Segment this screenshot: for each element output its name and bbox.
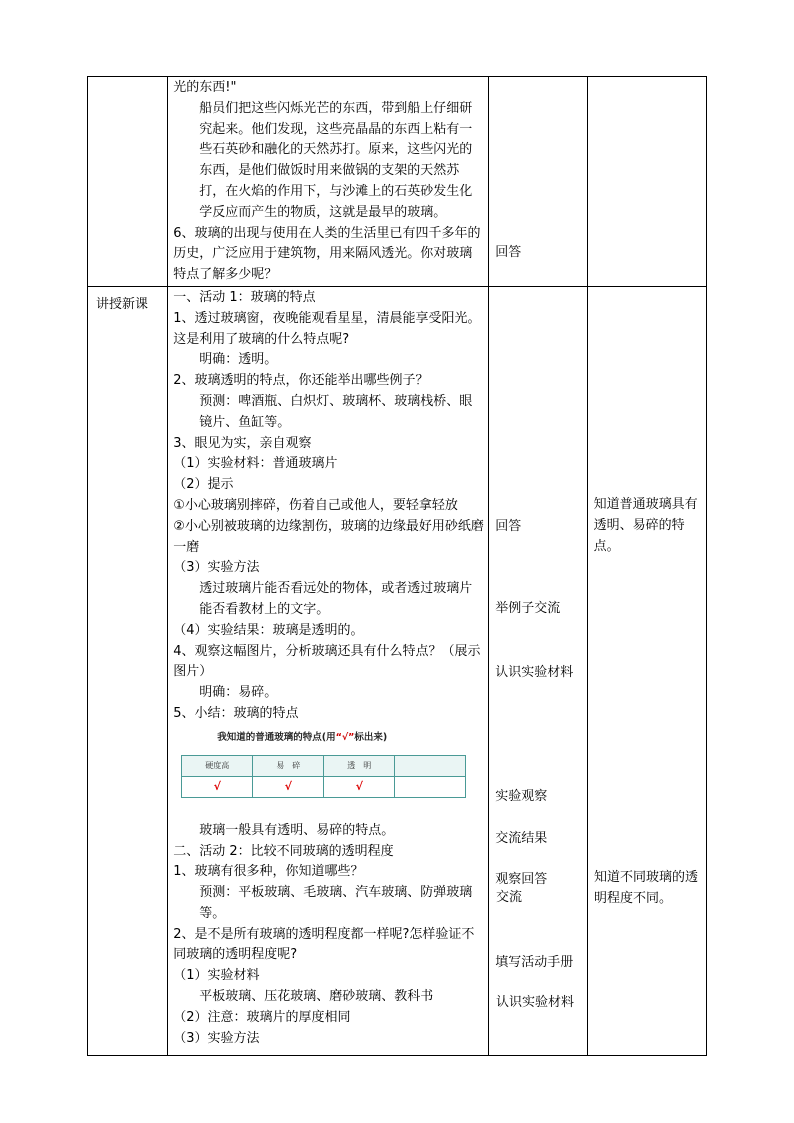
- check-mark: √: [182, 776, 253, 797]
- row1-col2: [168, 77, 489, 287]
- feature-header: 透 明: [324, 755, 395, 776]
- text-line: 1、透过玻璃窗，夜晚能观看星星，清晨能享受阳光。这是利用了玻璃的什么特点呢?: [173, 310, 481, 347]
- row1-col3: [489, 77, 587, 287]
- text-line: （4）实验结果：玻璃是透明的。: [173, 622, 364, 638]
- text-line: （3）实验方法: [173, 560, 260, 576]
- text-paragraph: 6、玻璃的出现与使用在人类的生活里已有四千多年的历史，广泛应用于建筑物，用来隔风透光。你对玻璃特点了解多少呢？: [173, 225, 481, 283]
- text-line: （1）实验材料：普通玻璃片: [173, 456, 338, 472]
- text-line: ①小心玻璃别摔碎，伤着自己或他人，要轻拿轻放: [173, 497, 458, 513]
- answer-text: 观察回答: [495, 871, 548, 887]
- answer-text: 回答: [495, 518, 522, 534]
- glass-features-figure: [173, 725, 484, 821]
- text-line: （3）实验方法: [173, 1030, 260, 1046]
- feature-header: [395, 755, 466, 776]
- text-line: 透过玻璃片能否看远处的物体，或者透过玻璃片能否看教材上的文字。: [199, 581, 473, 617]
- text-line: 2、玻璃透明的特点，你还能举出哪些例子？: [173, 373, 429, 389]
- row2-col1: [88, 286, 168, 1055]
- text-line: 预测：啤酒瓶、白炽灯、玻璃杯、玻璃栈桥、眼镜片、鱼缸等。: [199, 393, 473, 430]
- text-line: （2）注意：玻璃片的厚度相同: [173, 1009, 351, 1025]
- figure-title-check: “√”: [335, 731, 355, 743]
- text-line: 3、眼见为实，亲自观察: [173, 435, 312, 451]
- row2-col4: [587, 286, 706, 1055]
- table-row: [88, 286, 707, 1055]
- activity-heading: 二、活动 2：比较不同玻璃的透明程度: [173, 843, 394, 859]
- row1-col1: [88, 77, 168, 287]
- answer-text: 举例子交流: [495, 600, 561, 616]
- answer-text: 交流: [496, 890, 523, 905]
- goal-text: 知道不同玻璃的透明程度不同。: [594, 870, 699, 906]
- goal-text: 知道普通玻璃具有透明、易碎的特点。: [593, 496, 698, 554]
- text-line: 明确：透明。: [199, 352, 278, 368]
- row2-col2: [168, 286, 489, 1055]
- figure-title-part: 我知道的普通玻璃的特点(用: [217, 731, 336, 743]
- text-line: 光的东西!": [173, 80, 237, 95]
- text-line: 4、观察这幅图片，分析玻璃还具有什么特点？（展示图片）: [173, 643, 481, 680]
- check-mark: √: [253, 776, 324, 797]
- text-line: 1、玻璃有很多种，你知道哪些？: [173, 864, 364, 880]
- text-line: 玻璃一般具有透明、易碎的特点。: [199, 822, 395, 838]
- text-line: 平板玻璃、压花玻璃、磨砂玻璃、教科书: [199, 989, 434, 1005]
- row1-col4: [587, 77, 706, 287]
- answer-text: 回答: [495, 245, 522, 261]
- check-mark: √: [324, 776, 395, 797]
- text-paragraph: 船员们把这些闪烁光芒的东西，带到船上仔细研究起来。他们发现，这些亮晶晶的东西上粘有一些石英砂和融化的天然苏打。原来，这些闪光的东西，是他们做饭时用来做锅的支架的天然苏打，在火焰的作用下，与沙滩上的石英砂发生化学反应而产生的物质，这就是最早的玻璃。: [199, 100, 473, 220]
- text-line: 预测：平板玻璃、毛玻璃、汽车玻璃、防弹玻璃等。: [199, 885, 473, 921]
- figure-title-part: 标出来): [354, 731, 388, 743]
- row2-col3: [489, 286, 587, 1055]
- text-line: 明确：易碎。: [199, 685, 278, 701]
- feature-check-table: [181, 755, 466, 798]
- section-label: 讲授新课: [96, 296, 149, 312]
- text-line: ②小心别被玻璃的边缘割伤，玻璃的边缘最好用砂纸磨一磨: [173, 518, 484, 555]
- check-mark: [395, 776, 466, 797]
- text-line: （1）实验材料: [173, 968, 260, 984]
- feature-header: 易 碎: [253, 755, 324, 776]
- table-row: [88, 77, 707, 287]
- figure-title: [217, 728, 387, 749]
- answer-text: 实验观察: [495, 788, 548, 804]
- text-line: 2、是不是所有玻璃的透明程度都一样呢?怎样验证不同玻璃的透明程度呢?: [173, 926, 475, 963]
- answer-text: 交流结果: [495, 830, 548, 846]
- answer-text: 认识实验材料: [496, 995, 575, 1010]
- text-line: （2）提示: [173, 477, 234, 493]
- text-line: 5、小结：玻璃的特点: [173, 705, 299, 721]
- answer-text: 认识实验材料: [495, 664, 574, 680]
- feature-header: 硬度高: [182, 755, 253, 776]
- answer-text: 填写活动手册: [495, 954, 574, 970]
- activity-heading: 一、活动 1：玻璃的特点: [173, 289, 316, 305]
